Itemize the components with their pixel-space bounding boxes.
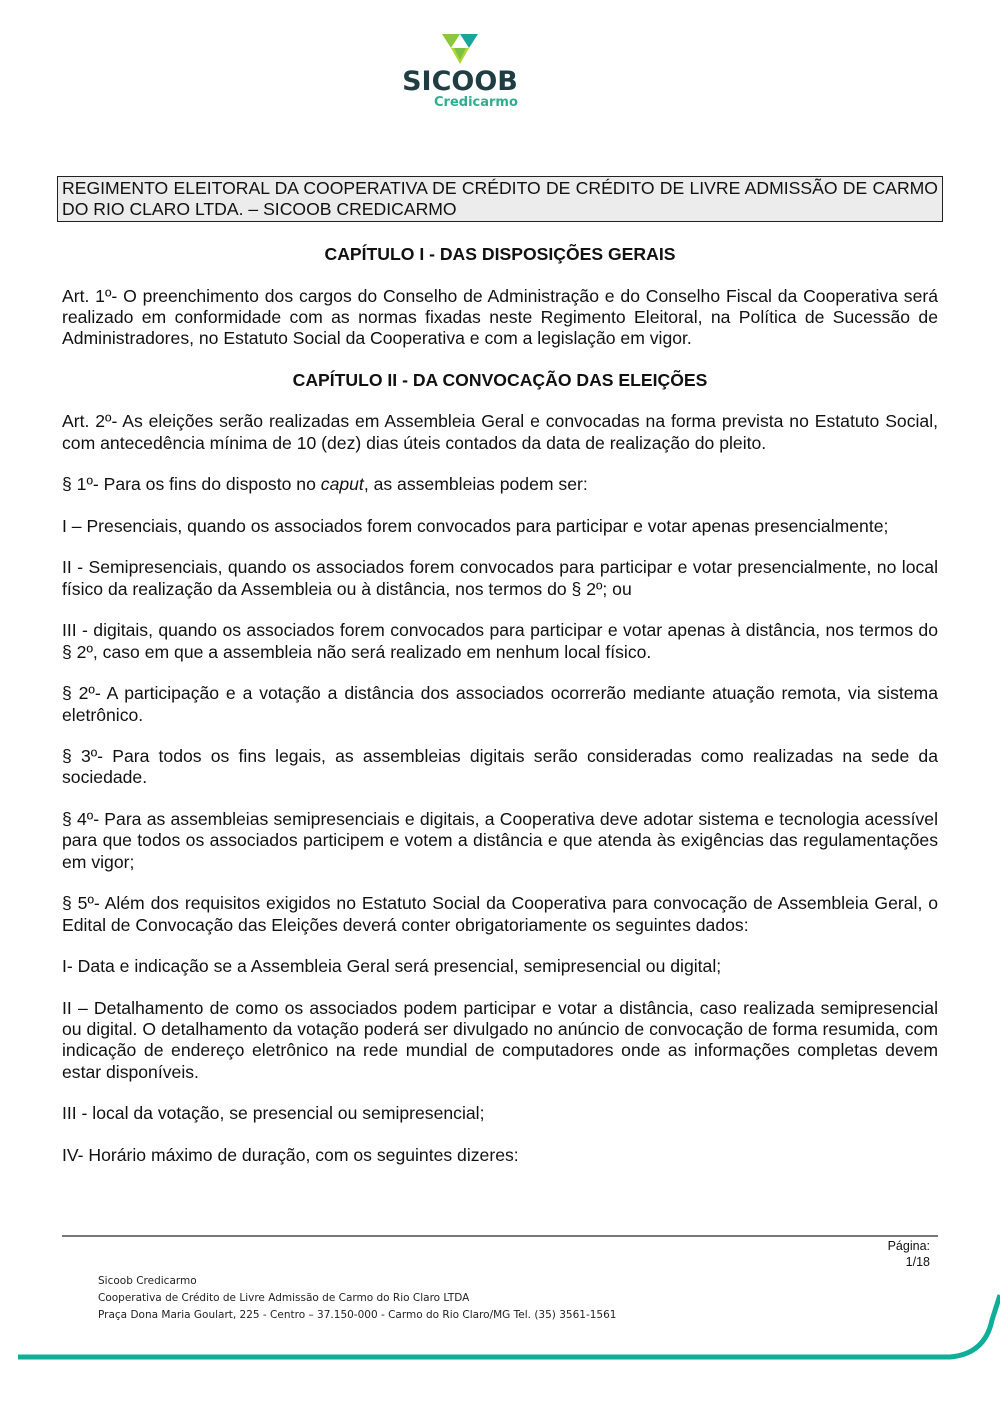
paragraph-5: § 5º- Além dos requisitos exigidos no Estatuto Social da Cooperativa para convocação de Assembleia Geral, o Edital de Convocação das Eleições deverá conter obrigatoriamente os seguintes dados: [62, 893, 938, 935]
document-body [62, 244, 938, 1186]
chapter-1-heading: CAPÍTULO I - DAS DISPOSIÇÕES GERAIS [324, 244, 676, 264]
page-label: Página: [887, 1239, 930, 1253]
item-i: I – Presenciais, quando os associados forem convocados para participar e votar apenas presencialmente; [62, 515, 889, 536]
logo-name: SICOOB [402, 66, 518, 97]
data-item-iii: III - local da votação, se presencial ou semipresencial; [62, 1103, 485, 1124]
paragraph-1-italic: caput [320, 474, 364, 495]
footer-curve-decoration [0, 1290, 1000, 1370]
page-count: 1/18 [905, 1255, 930, 1269]
footer-line-2: Cooperativa de Crédito de Livre Admissão de Carmo do Rio Claro LTDA [98, 1292, 470, 1304]
item-ii: II - Semipresenciais, quando os associados forem convocados para participar e votar presencialmente, no local físico da realização da Assembleia ou à distância, nos termos do § 2º; ou [62, 557, 938, 599]
page-number [888, 1238, 930, 1270]
data-item-i: I- Data e indicação se a Assembleia Geral será presencial, semipresencial ou digital; [62, 956, 722, 977]
document-title: REGIMENTO ELEITORAL DA COOPERATIVA DE CRÉDITO DE CRÉDITO DE LIVRE ADMISSÃO DE CARMO DO RIO CLARO LTDA. – SICOOB CREDICARMO [57, 176, 943, 222]
footer-divider [62, 1235, 938, 1237]
article-2: Art. 2º- As eleições serão realizadas em Assembleia Geral e convocadas na forma prevista no Estatuto Social, com antecedência mínima de 10 (dez) dias úteis contados da data de realização do pleito. [62, 411, 938, 453]
paragraph-1 [62, 474, 938, 495]
paragraph-3: § 3º- Para todos os fins legais, as assembleias digitais serão consideradas como realizadas na sede da sociedade. [62, 746, 938, 788]
sicoob-logo-icon [440, 32, 480, 66]
sicoob-logo [400, 32, 520, 112]
data-item-iv: IV- Horário máximo de duração, com os seguintes dizeres: [62, 1144, 519, 1165]
paragraph-1-text-a: § 1º- Para os fins do disposto no [62, 474, 321, 495]
chapter-2-heading: CAPÍTULO II - DA CONVOCAÇÃO DAS ELEIÇÕES [292, 369, 708, 390]
item-iii: III - digitais, quando os associados forem convocados para participar e votar apenas à distância, nos termos do § 2º, caso em que a assembleia não será realizado em nenhum local físico. [62, 620, 938, 662]
footer-line-3: Praça Dona Maria Goulart, 225 - Centro – 37.150-000 - Carmo do Rio Claro/MG Tel. (35) 3561-1561 [98, 1309, 617, 1321]
footer-line-1: Sicoob Credicarmo [98, 1275, 197, 1287]
paragraph-4: § 4º- Para as assembleias semipresenciais e digitais, a Cooperativa deve adotar sistema e tecnologia acessível para que todos os associados participem e votem a distância e que atenda às exigências das regulamentações em vigor; [62, 809, 938, 872]
article-1: Art. 1º- O preenchimento dos cargos do Conselho de Administração e do Conselho Fiscal da Cooperativa será realizado em conformidade com as normas fixadas neste Regimento Eleitoral, na Política de Sucessão de Administradores, no Estatuto Social da Cooperativa e com a legislação em vigor. [62, 285, 938, 349]
data-item-ii: II – Detalhamento de como os associados podem participar e votar a distância, caso realizada semipresencial ou digital. O detalhamento da votação poderá ser divulgado no anúncio de convocação de forma resumida, com indicação de endereço eletrônico na rede mundial de computadores onde as informações completas devem estar disponíveis. [62, 997, 938, 1082]
paragraph-1-text-b: , as assembleias podem ser: [363, 474, 588, 495]
logo-subname: Credicarmo [434, 95, 518, 110]
paragraph-2: § 2º- A participação e a votação a distância dos associados ocorrerão mediante atuação remota, via sistema eletrônico. [62, 683, 938, 725]
